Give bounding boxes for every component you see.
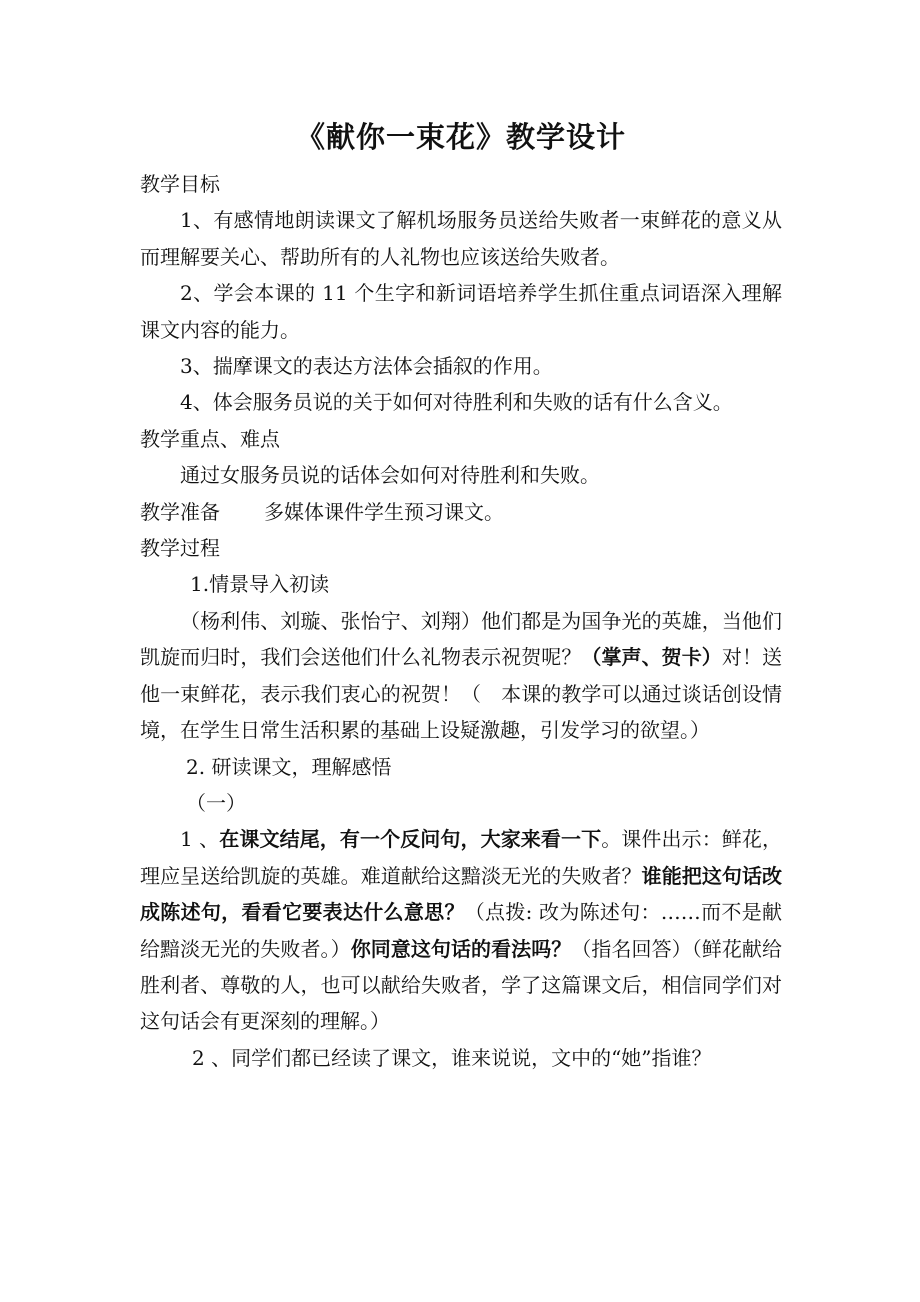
- prep-heading: 教学准备: [140, 499, 220, 524]
- goal-item: 1、有感情地朗读课文了解机场服务员送给失败者一束鲜花的意义从而理解要关心、帮助所有的人礼物也应该送给失败者。: [140, 208, 782, 269]
- process-heading: 教学过程: [140, 536, 220, 561]
- q1-number: 1 、: [180, 827, 220, 852]
- goal-item: 3、揣摩课文的表达方法体会插叙的作用。: [180, 354, 553, 379]
- step1-paragraph: [140, 603, 782, 749]
- step1-text: （杨利伟、刘璇、张怡宁、刘翔）他们都是为国争光的英雄，当他们凯旋而归时，我们会送他们什么礼物表示祝贺呢？: [140, 608, 782, 670]
- goal-item: 2、学会本课的 11 个生字和新词语培养学生抓住重点词语深入理解课文内容的能力。: [140, 281, 782, 342]
- step1-title: 1.情景导入初读: [190, 572, 330, 597]
- q1-bold3: 你同意这句话的看法吗？: [350, 936, 572, 961]
- key-points-text: 通过女服务员说的话体会如何对待胜利和失败。: [180, 463, 600, 488]
- step1-bold: （掌声、贺卡）: [581, 645, 722, 670]
- q1-text3: （指名回答）（鲜花献给胜利者、尊敬的人，也可以献给失败者，学了这篇课文后，相信同学们对这句话会有更深刻的理解。）: [140, 936, 782, 1034]
- goal-item: 4、体会服务员说的关于如何对待胜利和失败的话有什么含义。: [180, 390, 733, 415]
- key-points-heading: 教学重点、难点: [140, 426, 280, 451]
- q1-bold: 在课文结尾，有一个反问句，大家来看一下: [219, 827, 602, 852]
- document-page: [140, 112, 782, 1076]
- question-2: 2 、同学们都已经读了课文，谁来说说，文中的“她”指谁？: [192, 1045, 712, 1070]
- q1-bold2: 谁能把这句话改成陈述句，看看它要表达什么意思？: [140, 863, 783, 925]
- q1-text2: （点拨: 改为陈述句：……而不是献给黯淡无光的失败者。）: [140, 900, 782, 961]
- prep-row: [140, 494, 782, 530]
- step2-title: 2. 研读课文，理解感悟: [186, 754, 392, 779]
- document-title: 《献你一束花》教学设计: [295, 120, 626, 154]
- sub-section-1: （一）: [186, 790, 246, 815]
- prep-text: 多媒体课件学生预习课文。: [264, 499, 504, 524]
- q1-text: 。课件出示：鲜花，理应呈送给凯旋的英雄。难道献给这黯淡无光的失败者？: [140, 827, 783, 888]
- step1-text2: 对！送他一束鲜花，表示我们衷心的祝贺！（ 本课的教学可以通过谈话创设情境，在学生日常生活积累的基础上设疑激趣，引发学习的欲望。）: [140, 645, 783, 743]
- question-1: [140, 821, 782, 1039]
- goals-heading: 教学目标: [140, 172, 220, 196]
